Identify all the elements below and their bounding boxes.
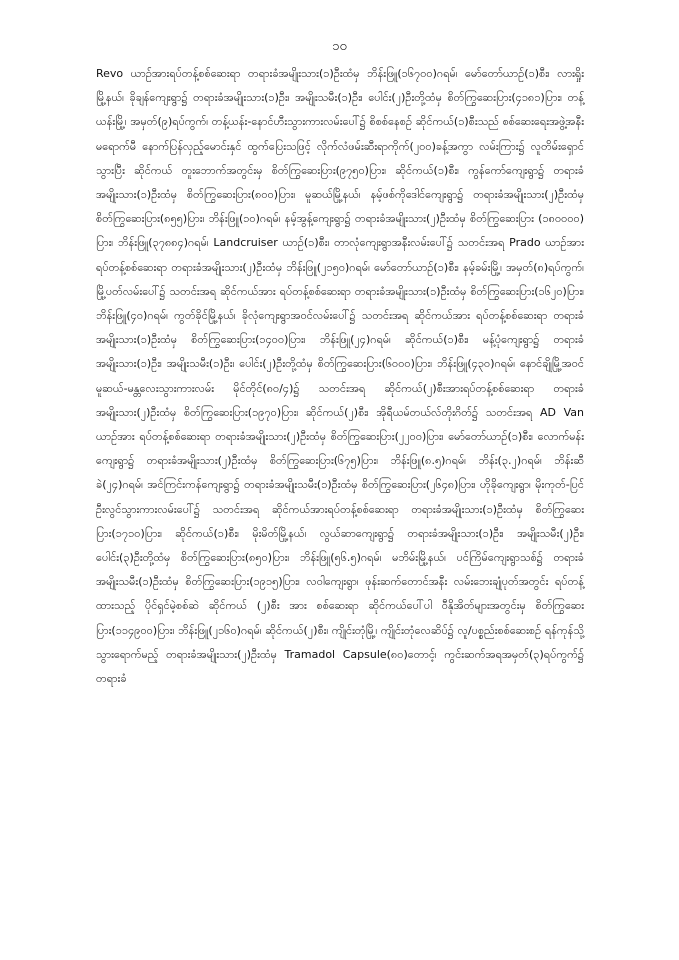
paragraph: Revo ယာဉ်အားရပ်တန့်စစ်ဆေးရာ တရားခံအမျိုးသား(၁)ဦးထံမှ ဘိန်းဖြူ(၁၆၇၀၀)ဂရမ်၊ မော်တော်ယာဉ်(၁)စီး၊ လားရှိုးမြို့နယ်၊ ခိုချန်ကျေးရွာ၌ တရားခံအမျိုးသား(၁)ဦး၊ အမျိုးသမီး(၁)ဦး၊ ပေါင်း(၂)ဦးတို့ထံမှ စိတ်ကြွဆေးပြား(၄၁၈၁)ပြား၊ တန့်ယန်းမြို့၊ အမှတ်(၉)ရပ်ကွက်၊ တန့်ယန်း-နောင်ဟီးသွားကားလမ်းပေါ်၌ စိစစ်နေစဉ် ဆိုင်ကယ်(၁)စီးသည် စစ်ဆေးရေးအဖွဲ့အနီးမရောက်မီ နောက်ပြန်လှည့်မောင်းနှင် ထွက်ပြေးသဖြင့် လိုက်လံဖမ်းဆီးရာကိုက်(၂၀၀)ခန့်အကွာ လမ်းကြား၌ လူတိမ်းရှောင်သွားပြီး ဆိုင်ကယ် တူးဘောက်အတွင်းမှ စိတ်ကြွဆေးပြား(၉၇၅၀)ပြား၊ ဆိုင်ကယ်(၁)စီး၊ ကွန်ကော်ကျေးရွာ၌ တရားခံအမျိုးသား(၁)ဦးထံမှ စိတ်ကြွဆေးပြား(၈၀၀)ပြား၊ မူဆယ်မြို့နယ်၊ နမ့်ဖစ်ကိုဒေါင်ကျေးရွာ၌ တရားခံအမျိုးသား(၂)ဦးထံမှ စိတ်ကြွဆေးပြား(၈၅၅)ပြား၊ ဘိန်းဖြူ(၁၀)ဂရမ်၊ နမ့်အွန့်ကျေးရွာ၌ တရားခံအမျိုးသား(၂)ဦးထံမှ စိတ်ကြွဆေးပြား (၁၈၀၀၀၀) ပြား၊ ဘိန်းဖြူ(၃၇၈၈၄)ဂရမ်၊ Landcruiser ယာဉ်(၁)စီး၊ တာလုံကျေးရွာအနီးလမ်းပေါ်၌ သတင်းအရ Prado ယာဉ်အား ရပ်တန့်စစ်ဆေးရာ တရားခံအမျိုးသား(၂)ဦးထံမှ ဘိန်းဖြူ(၂၁၅၀)ဂရမ်၊ မော်တော်ယာဉ်(၁)စီး၊ နမ့်ခမ်းမြို့၊ အမှတ်(၈)ရပ်ကွက်၊ မြို့ပတ်လမ်းပေါ်၌ သတင်းအရ ဆိုင်ကယ်အား ရပ်တန့်စစ်ဆေးရာ တရားခံအမျိုးသား(၁)ဦးထံမှ စိတ်ကြွဆေးပြား(၁၆၂၀)ပြား၊ ဘိန်းဖြူ(၄၀)ဂရမ်၊ ကွတ်ခိုင်မြို့နယ်၊ ခိုလုံကျေးရွာအဝင်လမ်းပေါ်၌ သတင်းအရ ဆိုင်ကယ်အား ရပ်တန့်စစ်ဆေးရာ တရားခံအမျိုးသား(၁)ဦးထံမှ စိတ်ကြွဆေးပြား(၁၄၀၀)ပြား၊ ဘိန်းဖြူ(၂၄)ဂရမ်၊ ဆိုင်ကယ်(၁)စီး၊ မန့်ပုံကျေးရွာ၌ တရားခံအမျိုးသား(၁)ဦး၊ အမျိုးသမီး(၁)ဦး၊ ပေါင်း(၂)ဦးတို့ထံမှ စိတ်ကြွဆေးပြား(၆၀၀၀)ပြား၊ ဘိန်းဖြူ(၄၃၀)ဂရမ်၊ နောင်ချိုမြို့အဝင် မူဆယ်-မန္တလေးသွားကားလမ်း မိုင်တိုင်(၈၀/၄)၌ သတင်းအရ ဆိုင်ကယ်(၂)စီးအားရပ်တန့်စစ်ဆေးရာ တရားခံအမျိုးသား(၂)ဦးထံမှ စိတ်ကြွဆေးပြား(၁၉၇၀)ပြား၊ ဆိုင်ကယ်(၂)စီး၊ အိုရီယမ်တယ်လ်တိုးဂိတ်၌ သတင်းအရ AD Van ယာဉ်အား ရပ်တန့်စစ်ဆေးရာ တရားခံအမျိုးသား(၂)ဦးထံမှ စိတ်ကြွဆေးပြား(၂၂၀၀)ပြား၊ မော်တော်ယာဉ်(၁)စီး၊ လောက်မန်းကျေးရွာ၌ တရားခံအမျိုးသား(၂)ဦးထံမှ စိတ်ကြွဆေးပြား(၆၇၅)ပြား၊ ဘိန်းဖြူ(၈.၅)ဂရမ်၊ ဘိန်း(၃.၂)ဂရမ်၊ ဘိန်းဆီခဲ(၂၄)ဂရမ်၊ အင်ကြင်းကန်ကျေးရွာ၌ တရားခံအမျိုးသမီး(၁)ဦးထံမှ စိတ်ကြွဆေးပြား(၂၆၄၈)ပြား၊ ဟိုခိုကျေးရွာ၊ မိုးကုတ်-ပြင်ဦးလွင်သွားကားလမ်းပေါ်၌ သတင်းအရ ဆိုင်ကယ်အားရပ်တန့်စစ်ဆေးရာ တရားခံအမျိုးသား(၁)ဦးထံမှ စိတ်ကြွဆေးပြား(၁၇၁၀)ပြား၊ ဆိုင်ကယ်(၁)စီး၊ မိုးမိတ်မြို့နယ်၊ လွယ်ဆာကျေးရွာ၌ တရားခံအမျိုးသား(၁)ဦး၊ အမျိုးသမီး(၂)ဦး၊ ပေါင်း(၃)ဦးတို့ထံမှ စိတ်ကြွဆေးပြား(၈၅၀)ပြား၊ ဘိန်းဖြူ(၅၆.၅)ဂရမ်၊ မဘိမ်းမြို့နယ်၊ ပင်ကြိမ်ကျေးရွာသစ်၌ တရားခံ အမျိုးသမီး(၁)ဦးထံမှ စိတ်ကြွဆေးပြား(၁၉၁၅)ပြား၊ လဝါကျေးရွာ၊ ဖုန်းဆက်တောင်အနီး လမ်းဘေးချုံပုတ်အတွင်း ရပ်တန့်ထားသည့် ပိုင်ရှင်မဲ့စစ်ဆဲ ဆိုင်ကယ် (၂)စီး အား စစ်ဆေးရာ ဆိုင်ကယ်ပေါ်ပါ ဝီနိုအိတ်များအတွင်းမှ စိတ်ကြွဆေးပြား(၁၁၄၉၀၀)ပြား၊ ဘိန်းဖြူ(၂၁၆၀)ဂရမ်၊ ဆိုင်ကယ်(၂)စီး၊ ကျိုင်းတုံမြို့၊ ကျိုင်းတုံလေဆိပ်၌ လူ/ပစ္စည်းစစ်ဆေးစဉ် ရန်ကုန်သို့သွားရောက်မည့် တရားခံအမျိုးသား(၂)ဦးထံမှ Tramadol Capsule(၈၀)တောင့်၊ ကွင်းဆက်အရအမှတ်(၃)ရပ်ကွက်၌ တရားခံ — [96, 67, 584, 686]
body-text — [96, 62, 584, 691]
page-number: ၁၀ — [332, 39, 347, 54]
